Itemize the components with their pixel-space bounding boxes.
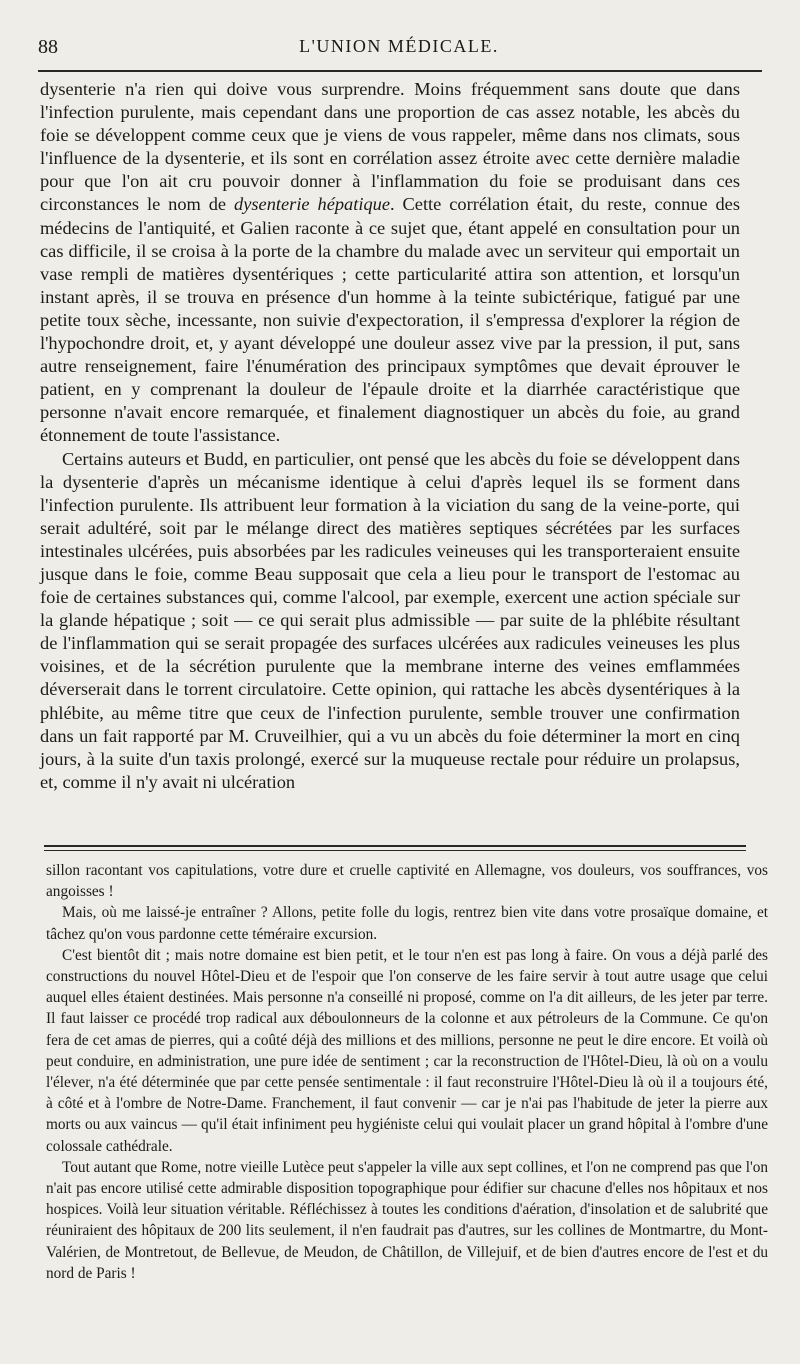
feuilleton-paragraph-1: sillon racontant vos capitulations, votre dure et cruelle captivité en Allemagne, vos douleurs, vos souffrances, vos angoisses ! <box>46 862 768 901</box>
paragraph-1-italic-term: dysenterie hépatique <box>234 194 391 215</box>
main-article <box>40 78 740 794</box>
feuilleton-paragraph-3: C'est bientôt dit ; mais notre domaine est bien petit, et le tour n'en est pas long à faire. On vous a déjà parlé des constructions du nouvel Hôtel-Dieu et de l'espoir que l'on conserve de les faire servir à tout autre usage que celui auquel elles étaient destinées. Mais personne n'a conseillé ni proposé, comme on l'a dit ailleurs, de les jeter par terre. Il faut laisser ce procédé trop radical aux déboulonneurs de la colonne et aux pétroleurs de la Commune. Ce qu'on fera de cet amas de pierres, qui a coûté déjà des millions et des millions, personne ne peut le dire encore. Et voilà où peut conduire, en administration, une pure idée de sentiment ; car la reconstruction de l'Hôtel-Dieu, là où on a voulu l'élever, n'a été déterminée que par cette pensée sentimentale : il faut reconstruire l'Hôtel-Dieu là où il a toujours été, à côté et à l'ombre de Notre-Dame. Franchement, il faut convenir — car je n'ai pas l'habitude de jeter la pierre aux morts ou aux vaincus — qu'il était infiniment peu hygiéniste celui qui voulait placer un grand hôpital à l'ombre d'une colossale cathédrale. <box>46 946 768 1155</box>
feuilleton-paragraph-2: Mais, où me laissé-je entraîner ? Allons, petite folle du logis, rentrez bien vite dans votre prosaïque domaine, et tâchez qu'on vous pardonne cette téméraire excursion. <box>46 904 768 943</box>
feuilleton-section <box>46 860 768 1284</box>
feuilleton-paragraph-4: Tout autant que Rome, notre vieille Lutèce peut s'appeler la ville aux sept collines, et l'on ne comprend pas que l'on n'ait pas encore utilisé cette admirable disposition topographique pour édifier sur chacune d'elles nos hôpitaux et nos hospices. Voilà leur situation véritable. Réfléchissez à toutes les conditions d'aération, d'insolation et de salubrité que réuniraient des hôpitaux de 200 lits seulement, il n'en faudrait pas d'autres, sur les collines de Montmartre, du Mont-Valérien, de Montretout, de Bellevue, de Meudon, de Châtillon, de Villejuif, et de bien d'autres encore de l'est et du nord de Paris ! <box>46 1158 768 1282</box>
paragraph-1-text: dysenterie n'a rien qui doive vous surprendre. Moins fréquemment sans doute que dans l'infection purulente, mais cependant dans une proportion de cas assez notable, les abcès du foie se développent comme ceux que je viens de vous rappeler, même dans nos climats, sous l'influence de la dysenterie, et ils sont en corrélation assez étroite avec cette dernière maladie pour que l'on ait cru pouvoir donner à l'inflammation du foie se produisant dans ces circonstances le nom de <box>40 79 740 215</box>
article-paragraph-2: Certains auteurs et Budd, en particulier, ont pensé que les abcès du foie se développent dans la dysenterie d'après un mécanisme identique à celui d'après lequel ils se forment dans l'infection purulente. Ils attribuent leur formation à la viciation du sang de la veine-porte, qui serait adultéré, soit par le mélange direct des matières septiques sécrétées par les surfaces intestinales ulcérées, puis absorbées par les radicules veineuses qui les transporteraient ensuite jusque dans le foie, comme Beau supposait que cela a lieu pour le transport de l'estomac au foie de certaines substances qui, comme l'alcool, par exemple, exercent une action spéciale sur la glande hépatique ; soit — ce qui serait plus admissible — par suite de la phlébite résultant de l'inflammation qui se serait propagée des surfaces ulcérées aux radicules veineuses les plus voisines, et de la sécrétion purulente que la membrane interne des veines emflammées déverserait dans le torrent circulatoire. Cette opinion, qui rattache les abcès dysentériques à la phlébite, au même titre que ceux de l'infection purulente, semble trouver une confirmation dans un fait rapporté par M. Cruveilhier, qui a vu un abcès du foie déterminer la mort en cinq jours, à la suite d'un taxis prolongé, exercé sur la muqueuse rectale pour réduire un prolapsus, et, comme il n'y avait ni ulcération <box>40 448 740 792</box>
article-paragraph-1 <box>40 78 740 448</box>
feuilleton-separator-rule <box>44 845 746 847</box>
page-number: 88 <box>38 36 58 58</box>
feuilleton-separator-rule-thin <box>44 850 746 851</box>
journal-title: L'UNION MÉDICALE. <box>299 36 499 56</box>
page-header <box>38 34 760 64</box>
header-rule <box>38 70 762 72</box>
paragraph-1-text-end: . Cette corrélation était, du reste, connue des médecins de l'antiquité, et Galien raconte à ce sujet que, étant appelé en consultation pour un cas difficile, il se croisa à la porte de la chambre du malade avec un serviteur qui emportait un vase rempli de matières dysentériques ; cette particularité attira son attention, et lorsqu'un instant après, il se trouva en présence d'un homme à la teinte subictérique, fatigué par une petite toux sèche, incessante, non suivie d'expectoration, il s'empressa d'explorer la région de l'hypochondre droit, et, y ayant développé une douleur assez vive par la pression, il put, sans autre renseignement, faire l'énumération des principaux symptômes que devait éprouver le patient, en y comprenant la douleur de l'épaule droite et la diarrhée caractéristique que personne n'avait encore remarquée, et finalement diagnostiquer un abcès du foie, au grand étonnement de toute l'assistance. <box>40 194 740 446</box>
